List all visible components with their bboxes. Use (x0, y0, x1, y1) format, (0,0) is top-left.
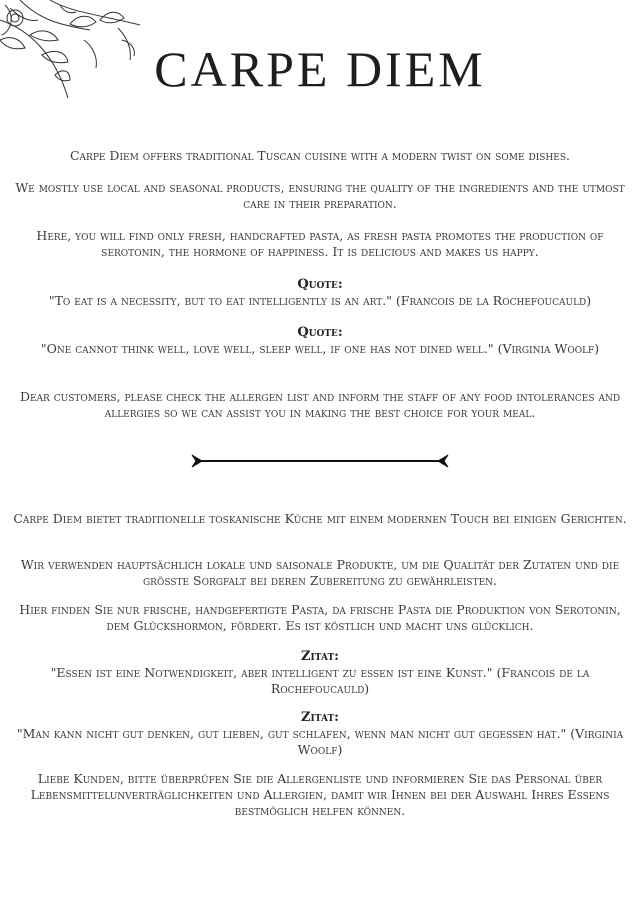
german-intro-block (8, 511, 632, 527)
english-quote1: "To eat is a necessity, but to eat intelligently is an art." (Francois de la Rochefoucauld) (48, 293, 592, 308)
german-quote2: "Man kann nicht gut denken, gut lieben, gut schlafen, wenn man nicht gut gegessen hat." (Virginia Woolf) (16, 726, 624, 757)
english-pasta-block (8, 228, 632, 260)
german-pasta: Hier finden Sie nur frische, handgefertigte Pasta, da frische Pasta die Produktion von Serotonin, dem Glückshormon, fördert. Es ist köstlich und macht uns glücklich. (19, 602, 621, 633)
german-intro: Carpe Diem bietet traditionelle toskanische Küche mit einem modernen Touch bei einigen Gerichten. (13, 511, 627, 526)
arrow-divider-icon (190, 452, 450, 470)
german-quote2-block (8, 710, 632, 758)
german-local-block (8, 557, 632, 589)
english-local: We mostly use local and seasonal products, ensuring the quality of the ingredients and the utmost care in their preparation. (15, 180, 625, 211)
german-local: Wir verwenden hauptsächlich lokale und saisonale Produkte, um die Qualität der Zutaten und die größte Sorgfalt bei deren Zubereitung zu gewährleisten. (20, 557, 620, 588)
german-quote2-label: Zitat: (301, 710, 339, 725)
german-quote1-block (8, 649, 632, 697)
english-allergen: Dear customers, please check the allergen list and inform the staff of any food intolerances and allergies so we can assist you in making the best choice for your meal. (19, 389, 621, 420)
page-title: CARPE DIEM (154, 41, 486, 97)
german-allergen: Liebe Kunden, bitte überprüfen Sie die Allergenliste und informieren Sie das Personal über Lebensmittelunverträglichkeiten und Allergien, damit wir Ihnen bei der Auswahl Ihres Essens bestmöglich helfen können. (30, 771, 610, 818)
german-quote1: "Essen ist eine Notwendigkeit, aber intelligent zu essen ist eine Kunst." (Francois de la Rochefoucauld) (50, 665, 590, 696)
german-quote1-label: Zitat: (301, 649, 339, 664)
english-quote1-label: Quote: (297, 277, 343, 292)
english-intro: Carpe Diem offers traditional Tuscan cuisine with a modern twist on some dishes. (69, 148, 570, 163)
english-quote2-label: Quote: (297, 325, 343, 340)
english-pasta: Here, you will find only fresh, handcrafted pasta, as fresh pasta promotes the production of serotonin, the hormone of happiness. It is delicious and makes us happy. (36, 228, 604, 259)
english-local-block (8, 180, 632, 212)
english-quote1-block (8, 277, 632, 309)
english-allergen-block (8, 389, 632, 421)
english-quote2-block (8, 325, 632, 357)
english-quote2: "One cannot think well, love well, sleep well, if one has not dined well." (Virginia Woolf) (40, 341, 600, 356)
english-section (8, 148, 632, 164)
german-pasta-block (8, 602, 632, 634)
german-allergen-block (8, 771, 632, 819)
